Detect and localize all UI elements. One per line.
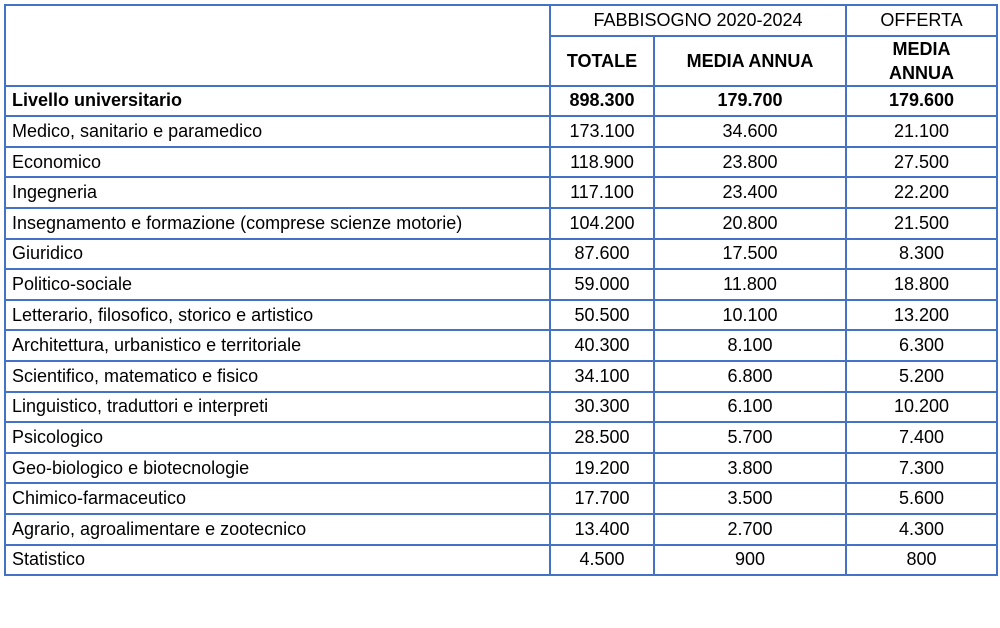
- row-label: Linguistico, traduttori e interpreti: [5, 392, 550, 423]
- table-row: [5, 483, 997, 514]
- row-media-annua: 3.800: [654, 453, 846, 484]
- fabbisogno-offerta-table: [4, 4, 998, 576]
- header-offerta-media-annua: [846, 36, 997, 86]
- row-label: Psicologico: [5, 422, 550, 453]
- header-media-annua: MEDIA ANNUA: [654, 36, 846, 86]
- table-row: [5, 422, 997, 453]
- table-row: [5, 545, 997, 576]
- row-media-annua: 17.500: [654, 239, 846, 270]
- table-row: [5, 239, 997, 270]
- table-row: [5, 453, 997, 484]
- row-label: Architettura, urbanistico e territoriale: [5, 330, 550, 361]
- total-totale: 898.300: [550, 86, 654, 117]
- row-totale: 40.300: [550, 330, 654, 361]
- row-offerta: 27.500: [846, 147, 997, 178]
- table-row: [5, 514, 997, 545]
- header-totale: TOTALE: [550, 36, 654, 86]
- total-media-annua: 179.700: [654, 86, 846, 117]
- row-offerta: 22.200: [846, 177, 997, 208]
- row-totale: 117.100: [550, 177, 654, 208]
- row-offerta: 6.300: [846, 330, 997, 361]
- total-row: [5, 86, 997, 117]
- row-media-annua: 23.800: [654, 147, 846, 178]
- row-offerta: 5.600: [846, 483, 997, 514]
- header-offerta-media-line1: MEDIA: [892, 38, 951, 59]
- header-fabbisogno: FABBISOGNO 2020-2024: [550, 5, 846, 36]
- row-totale: 19.200: [550, 453, 654, 484]
- row-totale: 173.100: [550, 116, 654, 147]
- row-totale: 13.400: [550, 514, 654, 545]
- row-offerta: 5.200: [846, 361, 997, 392]
- row-offerta: 8.300: [846, 239, 997, 270]
- row-offerta: 10.200: [846, 392, 997, 423]
- row-offerta: 18.800: [846, 269, 997, 300]
- row-label: Letterario, filosofico, storico e artistico: [5, 300, 550, 331]
- row-totale: 104.200: [550, 208, 654, 239]
- row-offerta: 4.300: [846, 514, 997, 545]
- row-offerta: 21.100: [846, 116, 997, 147]
- header-offerta-media-line2: ANNUA: [889, 62, 955, 83]
- row-totale: 87.600: [550, 239, 654, 270]
- table-row: [5, 361, 997, 392]
- row-label: Ingegneria: [5, 177, 550, 208]
- row-totale: 28.500: [550, 422, 654, 453]
- row-media-annua: 11.800: [654, 269, 846, 300]
- row-totale: 118.900: [550, 147, 654, 178]
- row-offerta: 800: [846, 545, 997, 576]
- row-label: Economico: [5, 147, 550, 178]
- header-offerta: OFFERTA: [846, 5, 997, 36]
- row-media-annua: 20.800: [654, 208, 846, 239]
- table-row: [5, 147, 997, 178]
- table-row: [5, 116, 997, 147]
- row-media-annua: 2.700: [654, 514, 846, 545]
- total-offerta: 179.600: [846, 86, 997, 117]
- row-media-annua: 34.600: [654, 116, 846, 147]
- row-totale: 17.700: [550, 483, 654, 514]
- table-row: [5, 330, 997, 361]
- row-label: Giuridico: [5, 239, 550, 270]
- table-row: [5, 177, 997, 208]
- row-label: Insegnamento e formazione (comprese scienze motorie): [5, 208, 550, 239]
- table-row: [5, 300, 997, 331]
- row-label: Scientifico, matematico e fisico: [5, 361, 550, 392]
- row-media-annua: 10.100: [654, 300, 846, 331]
- row-offerta: 21.500: [846, 208, 997, 239]
- table-row: [5, 392, 997, 423]
- header-group-row: [5, 5, 997, 36]
- row-media-annua: 900: [654, 545, 846, 576]
- row-media-annua: 3.500: [654, 483, 846, 514]
- row-offerta: 13.200: [846, 300, 997, 331]
- row-media-annua: 6.100: [654, 392, 846, 423]
- row-totale: 50.500: [550, 300, 654, 331]
- row-media-annua: 5.700: [654, 422, 846, 453]
- row-totale: 34.100: [550, 361, 654, 392]
- total-label: Livello universitario: [5, 86, 550, 117]
- row-label: Agrario, agroalimentare e zootecnico: [5, 514, 550, 545]
- row-media-annua: 8.100: [654, 330, 846, 361]
- row-label: Chimico-farmaceutico: [5, 483, 550, 514]
- header-empty-cell: [5, 5, 550, 86]
- row-label: Geo-biologico e biotecnologie: [5, 453, 550, 484]
- row-offerta: 7.400: [846, 422, 997, 453]
- row-label: Politico-sociale: [5, 269, 550, 300]
- row-totale: 4.500: [550, 545, 654, 576]
- row-totale: 30.300: [550, 392, 654, 423]
- table-row: [5, 208, 997, 239]
- row-media-annua: 23.400: [654, 177, 846, 208]
- table-row: [5, 269, 997, 300]
- row-media-annua: 6.800: [654, 361, 846, 392]
- row-totale: 59.000: [550, 269, 654, 300]
- row-label: Medico, sanitario e paramedico: [5, 116, 550, 147]
- row-offerta: 7.300: [846, 453, 997, 484]
- row-label: Statistico: [5, 545, 550, 576]
